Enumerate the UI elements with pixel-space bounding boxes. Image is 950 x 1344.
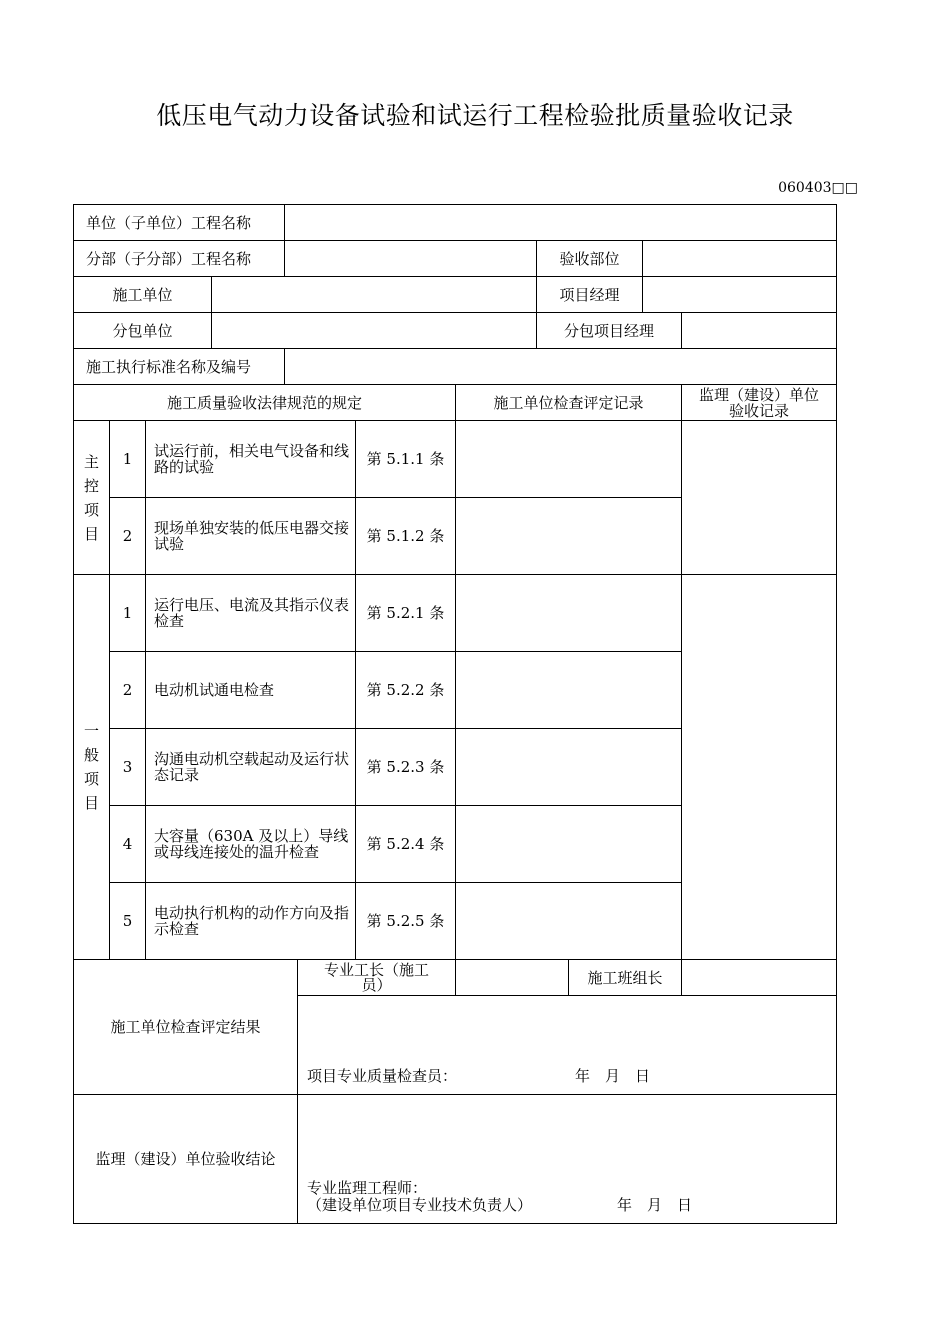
main-label-char: 目 xyxy=(83,524,99,543)
main-label-char: 项 xyxy=(83,500,99,519)
subcontract-manager-field[interactable] xyxy=(681,312,837,349)
acceptance-part-label: 验收部位 xyxy=(536,240,643,277)
construction-unit-label: 施工单位 xyxy=(73,276,212,313)
general-label-char: 一 xyxy=(83,722,99,740)
team-leader-field[interactable] xyxy=(681,959,837,996)
foreman-field[interactable] xyxy=(455,959,569,996)
main-item-1-check-field[interactable] xyxy=(455,420,682,498)
subcontract-unit-field[interactable] xyxy=(211,312,537,349)
main-items-label xyxy=(73,420,110,575)
general-item-5-clause: 第 5.2.5 条 xyxy=(355,882,456,960)
engineer-label: 专业监理工程师： xyxy=(307,1179,428,1197)
main-item-2-text: 现场单独安装的低压电器交接试验 xyxy=(145,497,356,575)
conclusion-date: 年 月 日 xyxy=(617,1196,693,1214)
general-items-label xyxy=(73,574,110,960)
unit-project-name-field[interactable] xyxy=(284,204,837,241)
project-manager-label: 项目经理 xyxy=(536,276,643,313)
main-item-1-text: 试运行前，相关电气设备和线路的试验 xyxy=(145,420,356,498)
owner-rep-label: （建设单位项目专业技术负责人） xyxy=(307,1196,533,1214)
project-manager-field[interactable] xyxy=(642,276,837,313)
general-item-4-clause: 第 5.2.4 条 xyxy=(355,805,456,883)
unit-project-name-label: 单位（子单位）工程名称 xyxy=(73,204,285,241)
supervision-header-line2: 验收记录 xyxy=(728,401,789,420)
sub-project-name-label: 分部（子分部）工程名称 xyxy=(73,240,285,277)
general-item-2-check-field[interactable] xyxy=(455,651,682,729)
general-label-char: 项 xyxy=(83,770,99,788)
check-column-header: 施工单位检查评定记录 xyxy=(455,384,682,421)
spec-column-header: 施工质量验收法律规范的规定 xyxy=(73,384,456,421)
general-item-5-text: 电动执行机构的动作方向及指示检查 xyxy=(145,882,356,960)
general-item-1-check-field[interactable] xyxy=(455,574,682,652)
foreman-label xyxy=(297,959,456,996)
foreman-label-line2: 员） xyxy=(361,975,392,994)
team-leader-label: 施工班组长 xyxy=(568,959,682,996)
result-label: 施工单位检查评定结果 xyxy=(73,959,298,1095)
acceptance-part-field[interactable] xyxy=(642,240,837,277)
general-item-1-text: 运行电压、电流及其指示仪表检查 xyxy=(145,574,356,652)
general-item-2-number: 2 xyxy=(109,651,146,729)
main-supervision-field[interactable] xyxy=(681,420,837,575)
general-item-2-text: 电动机试通电检查 xyxy=(145,651,356,729)
supervision-header-line1: 监理（建设）单位 xyxy=(698,385,819,404)
main-label-char: 主 xyxy=(83,452,99,471)
form-code: 060403□□ xyxy=(778,180,858,196)
subcontract-manager-label: 分包项目经理 xyxy=(536,312,682,349)
general-item-5-number: 5 xyxy=(109,882,146,960)
form-title: 低压电气动力设备试验和试运行工程检验批质量验收记录 xyxy=(156,101,794,130)
result-date: 年 月 日 xyxy=(575,1067,651,1085)
general-item-4-text: 大容量（630A 及以上）导线或母线连接处的温升检查 xyxy=(145,805,356,883)
general-item-3-clause: 第 5.2.3 条 xyxy=(355,728,456,806)
main-item-2-number: 2 xyxy=(109,497,146,575)
general-item-1-number: 1 xyxy=(109,574,146,652)
general-item-3-number: 3 xyxy=(109,728,146,806)
general-item-2-clause: 第 5.2.2 条 xyxy=(355,651,456,729)
subcontract-unit-label: 分包单位 xyxy=(73,312,212,349)
general-label-char: 目 xyxy=(83,794,99,812)
conclusion-label: 监理（建设）单位验收结论 xyxy=(73,1094,298,1224)
main-item-2-check-field[interactable] xyxy=(455,497,682,575)
sub-project-name-field[interactable] xyxy=(284,240,537,277)
main-label-char: 控 xyxy=(83,476,99,495)
general-supervision-field[interactable] xyxy=(681,574,837,960)
general-item-3-text: 沟通电动机空载起动及运行状态记录 xyxy=(145,728,356,806)
general-item-4-check-field[interactable] xyxy=(455,805,682,883)
standard-label: 施工执行标准名称及编号 xyxy=(73,348,285,385)
main-item-2-clause: 第 5.1.2 条 xyxy=(355,497,456,575)
general-item-5-check-field[interactable] xyxy=(455,882,682,960)
general-item-1-clause: 第 5.2.1 条 xyxy=(355,574,456,652)
foreman-label-line1: 专业工长（施工 xyxy=(323,960,429,979)
general-label-char: 般 xyxy=(83,746,99,764)
main-item-1-clause: 第 5.1.1 条 xyxy=(355,420,456,498)
inspector-label: 项目专业质量检查员： xyxy=(307,1067,458,1085)
supervision-column-header xyxy=(681,384,837,421)
main-item-1-number: 1 xyxy=(109,420,146,498)
construction-unit-field[interactable] xyxy=(211,276,537,313)
general-item-3-check-field[interactable] xyxy=(455,728,682,806)
general-item-4-number: 4 xyxy=(109,805,146,883)
standard-field[interactable] xyxy=(284,348,837,385)
